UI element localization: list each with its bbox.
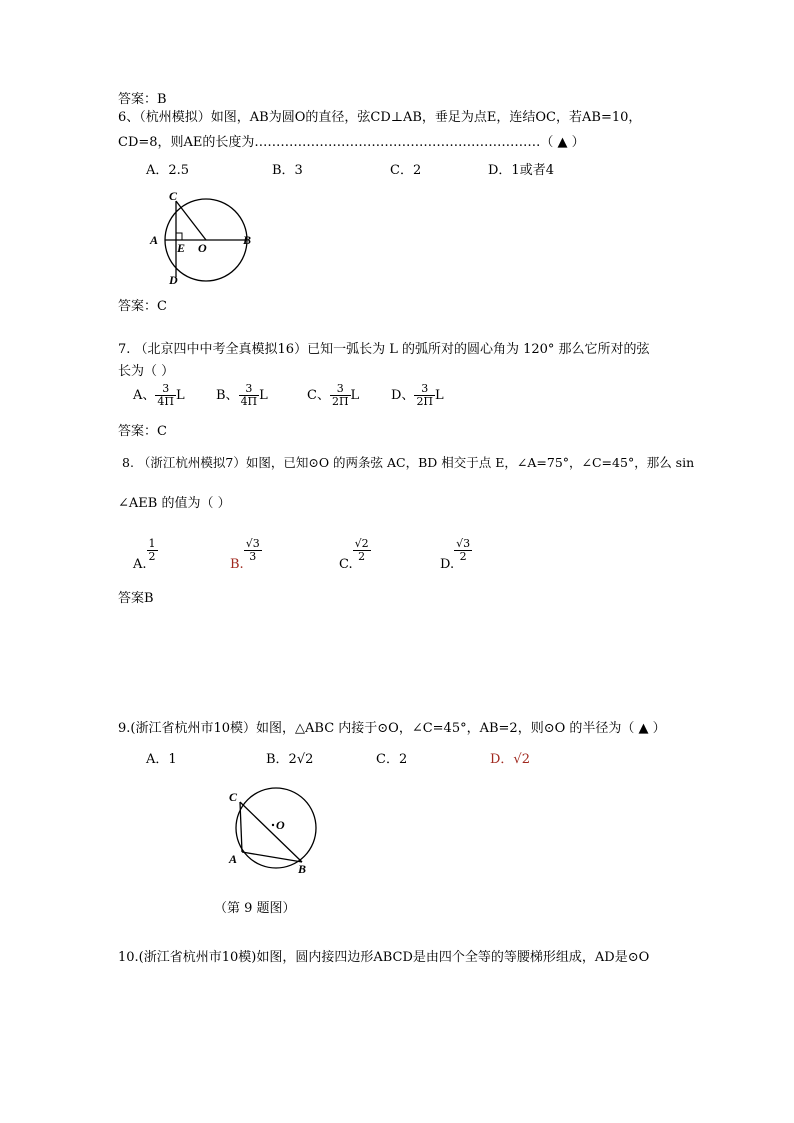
q8-option-a-label: A.: [133, 557, 147, 572]
q7-option-d-suffix: L: [435, 388, 444, 403]
q8-option-b: [230, 538, 262, 572]
q7-option-b: [216, 383, 268, 408]
q7-stem-line1: 7. （北京四中中考全真模拟16）已知一弧长为 L 的弧所对的圆心角为 120° 那么它所对的弦: [118, 342, 650, 357]
q7-option-c: [307, 383, 359, 408]
q7-option-d-den: 2Π: [416, 395, 434, 408]
q8-option-c-num: √2: [354, 537, 369, 550]
q8-option-a-den: 2: [148, 550, 156, 563]
q9-label-a: A: [229, 852, 238, 866]
q8-answer: 答案B: [118, 591, 154, 606]
q6-label-o: O: [198, 241, 207, 255]
q9-option-b: B．2√2: [266, 752, 314, 767]
q8-option-b-label: B.: [230, 557, 244, 572]
q8-option-c: [339, 538, 371, 572]
q8-option-c-label: C.: [339, 557, 353, 572]
q9-label-b: B: [298, 862, 307, 876]
q9-option-d: D．√2: [490, 752, 530, 767]
q6-segment-oc: [176, 201, 206, 240]
q6-answer: 答案：C: [118, 299, 167, 314]
q7-option-d-num: 3: [421, 382, 429, 395]
q6-option-d: D．1或者4: [488, 163, 554, 178]
q7-option-a-fraction: [155, 383, 176, 408]
q6-answer-blank: （ ▲ ）: [540, 135, 585, 150]
q7-option-b-suffix: L: [259, 388, 268, 403]
q6-option-a: A．2.5: [146, 163, 190, 178]
q7-option-d: [391, 383, 444, 408]
q6-label-a: A: [150, 233, 159, 247]
q6-label-d: D: [169, 273, 178, 287]
q6-option-b: B．3: [272, 163, 303, 178]
q7-option-d-label: D、: [391, 388, 415, 403]
q7-stem-line2: 长为（ ）: [118, 364, 175, 379]
q8-option-d-num: √3: [456, 537, 471, 550]
q8-option-c-fraction: [353, 538, 371, 563]
q7-option-b-num: 3: [245, 382, 253, 395]
q8-option-d-fraction: [454, 538, 472, 563]
q6-label-e: E: [177, 241, 186, 255]
q8-option-a: [133, 538, 158, 572]
q8-option-d-den: 2: [454, 550, 472, 563]
q9-figure-caption: （第 9 题图）: [214, 901, 296, 916]
q7-option-b-den: 4Π: [240, 395, 258, 408]
q7-option-c-den: 2Π: [331, 395, 349, 408]
q9-option-a: A．1: [146, 752, 177, 767]
q7-option-c-label: C、: [307, 388, 330, 403]
q5-answer: 答案：B: [118, 92, 167, 107]
q7-option-d-fraction: [414, 383, 435, 408]
q7-option-c-fraction: [330, 383, 351, 408]
q6-circle-figure: [140, 188, 270, 288]
q6-stem-line2-text: CD=8，则AE的长度为…………………………………………………………: [118, 135, 541, 150]
q10-stem: 10.(浙江省杭州市10模)如图，圆内接四边形ABCD是由四个全等的等腰梯形组成，AD是⊙O: [118, 950, 650, 965]
q8-option-d: [440, 538, 472, 572]
q8-option-a-fraction: [147, 538, 158, 563]
q6-label-c: C: [169, 189, 178, 203]
q9-label-c: C: [229, 790, 238, 804]
q7-option-a-suffix: L: [175, 388, 185, 403]
q8-stem-line1: 8. （浙江杭州模拟7）如图，已知⊙O 的两条弦 AC，BD 相交于点 E，∠A=75°，∠C=45°，那么 sin: [122, 455, 695, 470]
q8-option-b-den: 3: [244, 550, 262, 563]
q7-option-c-num: 3: [336, 382, 344, 395]
q7-option-a-num: 3: [162, 382, 170, 395]
q8-option-b-num: √3: [245, 537, 260, 550]
q7-option-c-suffix: L: [350, 388, 360, 403]
q7-option-b-fraction: [239, 383, 260, 408]
q8-option-d-label: D.: [440, 557, 455, 572]
q6-right-angle-mark: [176, 233, 182, 240]
q6-stem-line2: [118, 135, 585, 151]
q7-answer: 答案：C: [118, 424, 167, 439]
q7-option-a: [133, 383, 185, 408]
q9-stem: 9.(浙江省杭州市10模）如图，△ABC 内接于⊙O，∠C=45°，AB=2，则⊙O 的半径为（ ▲ ）: [118, 721, 666, 736]
q9-label-o: O: [276, 818, 285, 832]
q9-option-c: C．2: [376, 752, 408, 767]
q7-option-a-label: A、: [133, 388, 156, 403]
q6-option-c: C．2: [390, 163, 422, 178]
q6-label-b: B: [243, 233, 252, 247]
q9-center-dot: [272, 824, 274, 826]
q7-option-a-den: 4Π: [157, 395, 174, 408]
q8-option-a-num: 1: [148, 537, 156, 550]
q8-option-c-den: 2: [353, 550, 371, 563]
q8-stem-line2: ∠AEB 的值为（ ）: [118, 496, 231, 511]
q7-option-b-label: B、: [216, 388, 239, 403]
q6-stem-line1: 6、（杭州模拟）如图，AB为圆O的直径，弦CD⊥AB，垂足为点E，连结OC，若AB=10，: [118, 110, 642, 125]
q8-option-b-fraction: [244, 538, 262, 563]
q9-circle-figure: [226, 785, 326, 877]
